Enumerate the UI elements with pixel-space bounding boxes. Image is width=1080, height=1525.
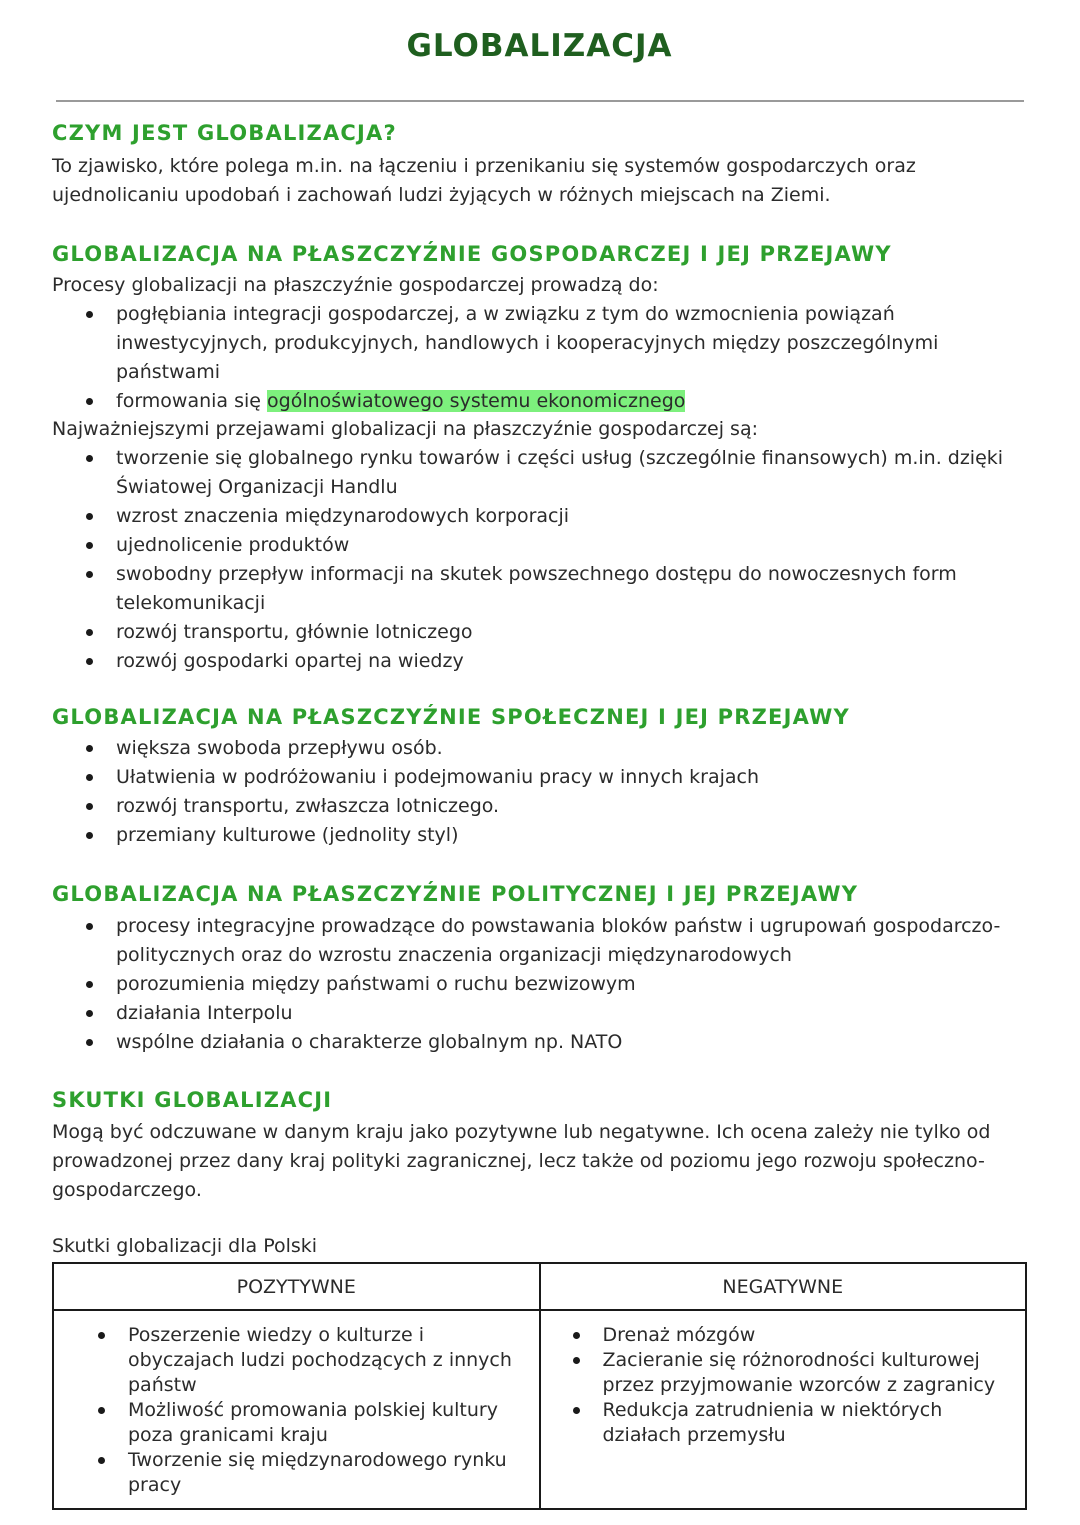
list-item: rozwój gospodarki opartej na wiedzy — [52, 647, 1027, 676]
section-heading-economic: GLOBALIZACJA NA PŁASZCZYŹNIE GOSPODARCZEJ I JEJ PRZEJAWY — [52, 242, 892, 266]
highlighted-text: ogólnoświatowego systemu ekonomicznego — [267, 390, 686, 412]
section-heading-political: GLOBALIZACJA NA PŁASZCZYŹNIE POLITYCZNEJ I JEJ PRZEJAWY — [52, 882, 859, 906]
list-item: większa swoboda przepływu osób. — [52, 734, 1027, 763]
positive-effects-list — [64, 1323, 529, 1498]
list-item: Ułatwienia w podróżowaniu i podejmowaniu pracy w innych krajach — [52, 763, 1027, 792]
list-item: działania Interpolu — [52, 999, 1027, 1028]
economic-process-list — [52, 300, 1027, 416]
list-item: wspólne działania o charakterze globalnym np. NATO — [52, 1028, 1027, 1057]
list-item: rozwój transportu, głównie lotniczego — [52, 618, 1027, 647]
column-header-positive: POZYTYWNE — [53, 1263, 540, 1310]
social-list — [52, 734, 1027, 850]
list-item: Redukcja zatrudnienia w niektórych działach przemysłu — [551, 1398, 1016, 1448]
negative-effects-list — [551, 1323, 1016, 1448]
negative-cell — [540, 1310, 1027, 1509]
political-list — [52, 912, 1027, 1057]
list-item: Drenaż mózgów — [551, 1323, 1016, 1348]
section-definition-text: To zjawisko, które polega m.in. na łączeniu i przenikaniu się systemów gospodarczych oraz ujednolicaniu upodobań i zachowań ludzi żyjących w różnych miejscach na Ziemi. — [52, 155, 916, 206]
section-heading-effects: SKUTKI GLOBALIZACJI — [52, 1088, 333, 1112]
column-header-negative: NEGATYWNE — [540, 1263, 1027, 1310]
list-item: ujednolicenie produktów — [52, 531, 1027, 560]
list-item: rozwój transportu, zwłaszcza lotniczego. — [52, 792, 1027, 821]
list-item: Zacieranie się różnorodności kulturowej przez przyjmowanie wzorców z zagranicy — [551, 1348, 1016, 1398]
economic-manifestations-list — [52, 444, 1027, 676]
list-item: Tworzenie się międzynarodowego rynku pracy — [64, 1448, 529, 1498]
list-item: formowania się ogólnoświatowego systemu ekonomicznego — [52, 387, 1027, 416]
list-item: tworzenie się globalnego rynku towarów i części usług (szczególnie finansowych) m.in. dzięki Światowej Organizacji Handlu — [52, 444, 1027, 502]
economic-intro2-text: Najważniejszymi przejawami globalizacji na płaszczyźnie gospodarczej są: — [52, 418, 758, 440]
title-divider — [56, 100, 1024, 102]
list-item: Możliwość promowania polskiej kultury poza granicami kraju — [64, 1398, 529, 1448]
list-item: swobodny przepływ informacji na skutek powszechnego dostępu do nowoczesnych form telekomunikacji — [52, 560, 1027, 618]
section-heading-what-is: CZYM JEST GLOBALIZACJA? — [52, 121, 397, 145]
list-item: porozumienia między państwami o ruchu bezwizowym — [52, 970, 1027, 999]
page-title: GLOBALIZACJA — [406, 28, 673, 64]
list-item: przemiany kulturowe (jednolity styl) — [52, 821, 1027, 850]
list-item: procesy integracyjne prowadzące do powstawania bloków państw i ugrupowań gospodarczo-politycznych oraz do wzrostu znaczenia organizacji międzynarodowych — [52, 912, 1027, 970]
effects-table — [52, 1262, 1027, 1510]
list-item: Poszerzenie wiedzy o kulturze i obyczajach ludzi pochodzących z innych państw — [64, 1323, 529, 1398]
table-caption: Skutki globalizacji dla Polski — [52, 1235, 318, 1257]
economic-intro-text: Procesy globalizacji na płaszczyźnie gospodarczej prowadzą do: — [52, 274, 659, 296]
effects-text: Mogą być odczuwane w danym kraju jako pozytywne lub negatywne. Ich ocena zależy nie tylko od prowadzonej przez dany kraj polityki zagranicznej, lecz także od poziomu jego rozwoju społeczno-gospodarczego. — [52, 1121, 991, 1201]
section-heading-social: GLOBALIZACJA NA PŁASZCZYŹNIE SPOŁECZNEJ I JEJ PRZEJAWY — [52, 705, 850, 729]
list-item: pogłębiania integracji gospodarczej, a w związku z tym do wzmocnienia powiązań inwestycyjnych, produkcyjnych, handlowych i kooperacyjnych między poszczególnymi państwami — [52, 300, 1027, 387]
positive-cell — [53, 1310, 540, 1509]
list-item: wzrost znaczenia międzynarodowych korporacji — [52, 502, 1027, 531]
